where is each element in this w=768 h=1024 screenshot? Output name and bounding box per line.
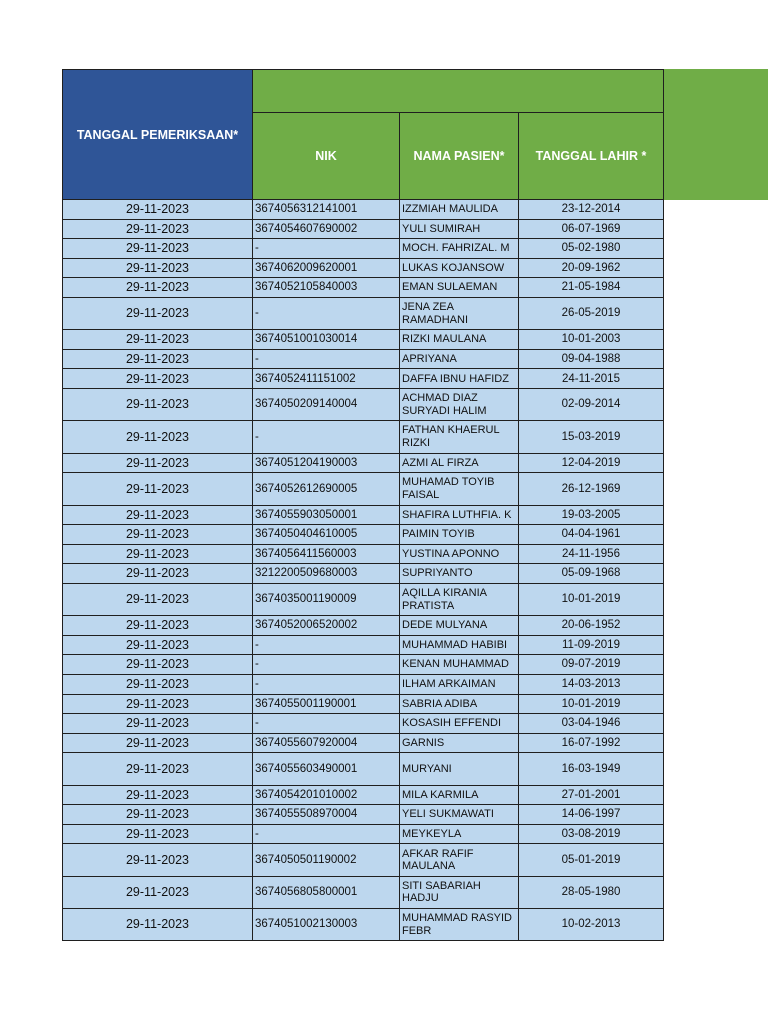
cell-nik[interactable]: -: [253, 297, 400, 329]
cell-nama-pasien[interactable]: IZZMIAH MAULIDA: [400, 200, 519, 220]
cell-nik[interactable]: 3674054201010002: [253, 785, 400, 805]
cell-nik[interactable]: -: [253, 824, 400, 844]
cell-nama-pasien[interactable]: MUHAMMAD RASYID FEBR: [400, 909, 519, 941]
cell-tanggal-lahir[interactable]: 10-01-2019: [519, 583, 664, 615]
header-tanggal-lahir[interactable]: TANGGAL LAHIR *: [519, 113, 664, 200]
table-row: [63, 805, 664, 825]
cell-tanggal-lahir[interactable]: 11-09-2019: [519, 635, 664, 655]
cell-nik[interactable]: 3674055001190001: [253, 694, 400, 714]
table-row: [63, 583, 664, 615]
cell-nama-pasien[interactable]: MUHAMMAD HABIBI: [400, 635, 519, 655]
cell-nama-pasien[interactable]: AZMI AL FIRZA: [400, 453, 519, 473]
cell-nama-pasien[interactable]: FATHAN KHAERUL RIZKI: [400, 421, 519, 453]
cell-nama-pasien[interactable]: YELI SUKMAWATI: [400, 805, 519, 825]
cell-nama-pasien[interactable]: RIZKI MAULANA: [400, 330, 519, 350]
table-row: [63, 297, 664, 329]
cell-tanggal-lahir[interactable]: 03-08-2019: [519, 824, 664, 844]
cell-nama-pasien[interactable]: KENAN MUHAMMAD: [400, 655, 519, 675]
table-header: [63, 70, 664, 200]
cell-nama-pasien[interactable]: DEDE MULYANA: [400, 616, 519, 636]
cell-nama-pasien[interactable]: SUPRIYANTO: [400, 564, 519, 584]
table-row: [63, 544, 664, 564]
cell-nama-pasien[interactable]: MOCH. FAHRIZAL. M: [400, 239, 519, 259]
cell-tanggal-pemeriksaan[interactable]: 29-11-2023: [63, 583, 253, 615]
cell-nama-pasien[interactable]: AFKAR RAFIF MAULANA: [400, 844, 519, 876]
cell-nik[interactable]: 3674055607920004: [253, 733, 400, 753]
cell-nik[interactable]: -: [253, 655, 400, 675]
table-row: [63, 219, 664, 239]
table-row: [63, 200, 664, 220]
table-row: [63, 525, 664, 545]
cell-nik[interactable]: 3674051002130003: [253, 909, 400, 941]
cell-nik[interactable]: -: [253, 674, 400, 694]
cell-tanggal-pemeriksaan[interactable]: 29-11-2023: [63, 616, 253, 636]
table-row: [63, 349, 664, 369]
cell-nama-pasien[interactable]: SITI SABARIAH HADJU: [400, 876, 519, 908]
cell-tanggal-lahir[interactable]: 24-11-1956: [519, 544, 664, 564]
cell-tanggal-lahir[interactable]: 10-02-2013: [519, 909, 664, 941]
cell-tanggal-lahir[interactable]: 03-04-1946: [519, 714, 664, 734]
table-row: [63, 694, 664, 714]
cell-tanggal-lahir[interactable]: 20-09-1962: [519, 258, 664, 278]
cell-tanggal-pemeriksaan[interactable]: 29-11-2023: [63, 694, 253, 714]
cell-tanggal-pemeriksaan[interactable]: 29-11-2023: [63, 805, 253, 825]
cell-tanggal-pemeriksaan[interactable]: 29-11-2023: [63, 389, 253, 421]
table-row: [63, 635, 664, 655]
cell-tanggal-lahir[interactable]: 15-03-2019: [519, 421, 664, 453]
cell-tanggal-lahir[interactable]: 28-05-1980: [519, 876, 664, 908]
cell-tanggal-pemeriksaan[interactable]: 29-11-2023: [63, 369, 253, 389]
cell-tanggal-pemeriksaan[interactable]: 29-11-2023: [63, 505, 253, 525]
header-nama-pasien[interactable]: NAMA PASIEN*: [400, 113, 519, 200]
cell-nik[interactable]: 3674052105840003: [253, 278, 400, 298]
cell-nik[interactable]: 3674052006520002: [253, 616, 400, 636]
cell-nama-pasien[interactable]: ACHMAD DIAZ SURYADI HALIM: [400, 389, 519, 421]
cell-nik[interactable]: -: [253, 421, 400, 453]
cell-tanggal-lahir[interactable]: 21-05-1984: [519, 278, 664, 298]
table-row: [63, 239, 664, 259]
table-row: [63, 258, 664, 278]
cell-nik[interactable]: 3674051001030014: [253, 330, 400, 350]
cell-tanggal-lahir[interactable]: 04-04-1961: [519, 525, 664, 545]
table-row: [63, 674, 664, 694]
cell-nik[interactable]: 3674056411560003: [253, 544, 400, 564]
cell-nik[interactable]: 3674035001190009: [253, 583, 400, 615]
cell-tanggal-pemeriksaan[interactable]: 29-11-2023: [63, 544, 253, 564]
table-row: [63, 714, 664, 734]
cell-tanggal-pemeriksaan[interactable]: 29-11-2023: [63, 349, 253, 369]
cell-nik[interactable]: 3674052411151002: [253, 369, 400, 389]
table-row: [63, 278, 664, 298]
cell-tanggal-lahir[interactable]: 19-03-2005: [519, 505, 664, 525]
cell-tanggal-lahir[interactable]: 02-09-2014: [519, 389, 664, 421]
patient-table: [62, 69, 664, 941]
cell-tanggal-lahir[interactable]: 05-01-2019: [519, 844, 664, 876]
header-tanggal-pemeriksaan[interactable]: TANGGAL PEMERIKSAAN*: [63, 70, 253, 200]
cell-nama-pasien[interactable]: MUHAMAD TOYIB FAISAL: [400, 473, 519, 505]
cell-nama-pasien[interactable]: JENA ZEA RAMADHANI: [400, 297, 519, 329]
cell-nik[interactable]: 3674050501190002: [253, 844, 400, 876]
cell-nik[interactable]: -: [253, 635, 400, 655]
cell-nik[interactable]: 3674054607690002: [253, 219, 400, 239]
cell-nama-pasien[interactable]: MEYKEYLA: [400, 824, 519, 844]
cell-tanggal-lahir[interactable]: 16-03-1949: [519, 753, 664, 785]
header-green-extension: [661, 69, 768, 200]
table-row: [63, 844, 664, 876]
cell-tanggal-lahir[interactable]: 14-06-1997: [519, 805, 664, 825]
cell-tanggal-pemeriksaan[interactable]: 29-11-2023: [63, 239, 253, 259]
cell-tanggal-pemeriksaan[interactable]: 29-11-2023: [63, 844, 253, 876]
table-row: [63, 733, 664, 753]
cell-nama-pasien[interactable]: YUSTINA APONNO: [400, 544, 519, 564]
table-row: [63, 876, 664, 908]
cell-nik[interactable]: 3674055603490001: [253, 753, 400, 785]
cell-tanggal-lahir[interactable]: 23-12-2014: [519, 200, 664, 220]
cell-tanggal-pemeriksaan[interactable]: 29-11-2023: [63, 330, 253, 350]
cell-nik[interactable]: 3674050209140004: [253, 389, 400, 421]
table-row: [63, 389, 664, 421]
table-row: [63, 330, 664, 350]
cell-nama-pasien[interactable]: MILA KARMILA: [400, 785, 519, 805]
cell-nik[interactable]: 3674056312141001: [253, 200, 400, 220]
cell-tanggal-pemeriksaan[interactable]: 29-11-2023: [63, 876, 253, 908]
cell-nama-pasien[interactable]: EMAN SULAEMAN: [400, 278, 519, 298]
cell-nik[interactable]: 3674051204190003: [253, 453, 400, 473]
cell-nik[interactable]: 3674050404610005: [253, 525, 400, 545]
cell-tanggal-pemeriksaan[interactable]: 29-11-2023: [63, 714, 253, 734]
table-row: [63, 564, 664, 584]
cell-nama-pasien[interactable]: DAFFA IBNU HAFIDZ: [400, 369, 519, 389]
cell-nama-pasien[interactable]: KOSASIH EFFENDI: [400, 714, 519, 734]
cell-tanggal-lahir[interactable]: 05-02-1980: [519, 239, 664, 259]
cell-tanggal-pemeriksaan[interactable]: 29-11-2023: [63, 219, 253, 239]
cell-nik[interactable]: 3674052612690005: [253, 473, 400, 505]
cell-tanggal-pemeriksaan[interactable]: 29-11-2023: [63, 473, 253, 505]
cell-nik[interactable]: 3674062009620001: [253, 258, 400, 278]
cell-tanggal-pemeriksaan[interactable]: 29-11-2023: [63, 258, 253, 278]
cell-tanggal-pemeriksaan[interactable]: 29-11-2023: [63, 909, 253, 941]
cell-tanggal-pemeriksaan[interactable]: 29-11-2023: [63, 297, 253, 329]
table-row: [63, 655, 664, 675]
cell-nama-pasien[interactable]: MURYANI: [400, 753, 519, 785]
cell-tanggal-lahir[interactable]: 20-06-1952: [519, 616, 664, 636]
cell-nik[interactable]: 3674056805800001: [253, 876, 400, 908]
cell-tanggal-pemeriksaan[interactable]: 29-11-2023: [63, 785, 253, 805]
cell-tanggal-pemeriksaan[interactable]: 29-11-2023: [63, 200, 253, 220]
header-group-cell[interactable]: [253, 70, 664, 113]
table-row: [63, 753, 664, 785]
cell-tanggal-lahir[interactable]: 09-04-1988: [519, 349, 664, 369]
header-nik[interactable]: NIK: [253, 113, 400, 200]
cell-tanggal-lahir[interactable]: 09-07-2019: [519, 655, 664, 675]
table-row: [63, 473, 664, 505]
cell-tanggal-pemeriksaan[interactable]: 29-11-2023: [63, 824, 253, 844]
cell-nik[interactable]: -: [253, 714, 400, 734]
cell-nik[interactable]: 3212200509680003: [253, 564, 400, 584]
table-row: [63, 785, 664, 805]
cell-tanggal-lahir[interactable]: 10-01-2003: [519, 330, 664, 350]
table-row: [63, 616, 664, 636]
cell-tanggal-pemeriksaan[interactable]: 29-11-2023: [63, 733, 253, 753]
cell-nama-pasien[interactable]: SHAFIRA LUTHFIA. K: [400, 505, 519, 525]
cell-tanggal-lahir[interactable]: 26-05-2019: [519, 297, 664, 329]
cell-tanggal-lahir[interactable]: 06-07-1969: [519, 219, 664, 239]
cell-nik[interactable]: -: [253, 349, 400, 369]
table-row: [63, 453, 664, 473]
cell-tanggal-lahir[interactable]: 26-12-1969: [519, 473, 664, 505]
cell-tanggal-pemeriksaan[interactable]: 29-11-2023: [63, 453, 253, 473]
table-row: [63, 369, 664, 389]
table-row: [63, 824, 664, 844]
cell-tanggal-pemeriksaan[interactable]: 29-11-2023: [63, 635, 253, 655]
cell-nama-pasien[interactable]: PAIMIN TOYIB: [400, 525, 519, 545]
cell-tanggal-lahir[interactable]: 10-01-2019: [519, 694, 664, 714]
spreadsheet: [62, 69, 664, 941]
table-body: [63, 200, 664, 941]
cell-tanggal-lahir[interactable]: 12-04-2019: [519, 453, 664, 473]
table-row: [63, 909, 664, 941]
cell-tanggal-pemeriksaan[interactable]: 29-11-2023: [63, 564, 253, 584]
cell-tanggal-pemeriksaan[interactable]: 29-11-2023: [63, 525, 253, 545]
cell-nama-pasien[interactable]: GARNIS: [400, 733, 519, 753]
cell-tanggal-pemeriksaan[interactable]: 29-11-2023: [63, 278, 253, 298]
cell-tanggal-pemeriksaan[interactable]: 29-11-2023: [63, 655, 253, 675]
cell-nik[interactable]: -: [253, 239, 400, 259]
cell-nik[interactable]: 3674055903050001: [253, 505, 400, 525]
cell-tanggal-lahir[interactable]: 14-03-2013: [519, 674, 664, 694]
cell-tanggal-lahir[interactable]: 16-07-1992: [519, 733, 664, 753]
cell-nama-pasien[interactable]: ILHAM ARKAIMAN: [400, 674, 519, 694]
cell-tanggal-pemeriksaan[interactable]: 29-11-2023: [63, 674, 253, 694]
cell-tanggal-lahir[interactable]: 24-11-2015: [519, 369, 664, 389]
cell-tanggal-pemeriksaan[interactable]: 29-11-2023: [63, 753, 253, 785]
cell-nama-pasien[interactable]: AQILLA KIRANIA PRATISTA: [400, 583, 519, 615]
table-row: [63, 505, 664, 525]
cell-tanggal-pemeriksaan[interactable]: 29-11-2023: [63, 421, 253, 453]
cell-nama-pasien[interactable]: YULI SUMIRAH: [400, 219, 519, 239]
cell-tanggal-lahir[interactable]: 05-09-1968: [519, 564, 664, 584]
cell-nik[interactable]: 3674055508970004: [253, 805, 400, 825]
cell-nama-pasien[interactable]: SABRIA ADIBA: [400, 694, 519, 714]
cell-nama-pasien[interactable]: APRIYANA: [400, 349, 519, 369]
table-row: [63, 421, 664, 453]
cell-tanggal-lahir[interactable]: 27-01-2001: [519, 785, 664, 805]
cell-nama-pasien[interactable]: LUKAS KOJANSOW: [400, 258, 519, 278]
